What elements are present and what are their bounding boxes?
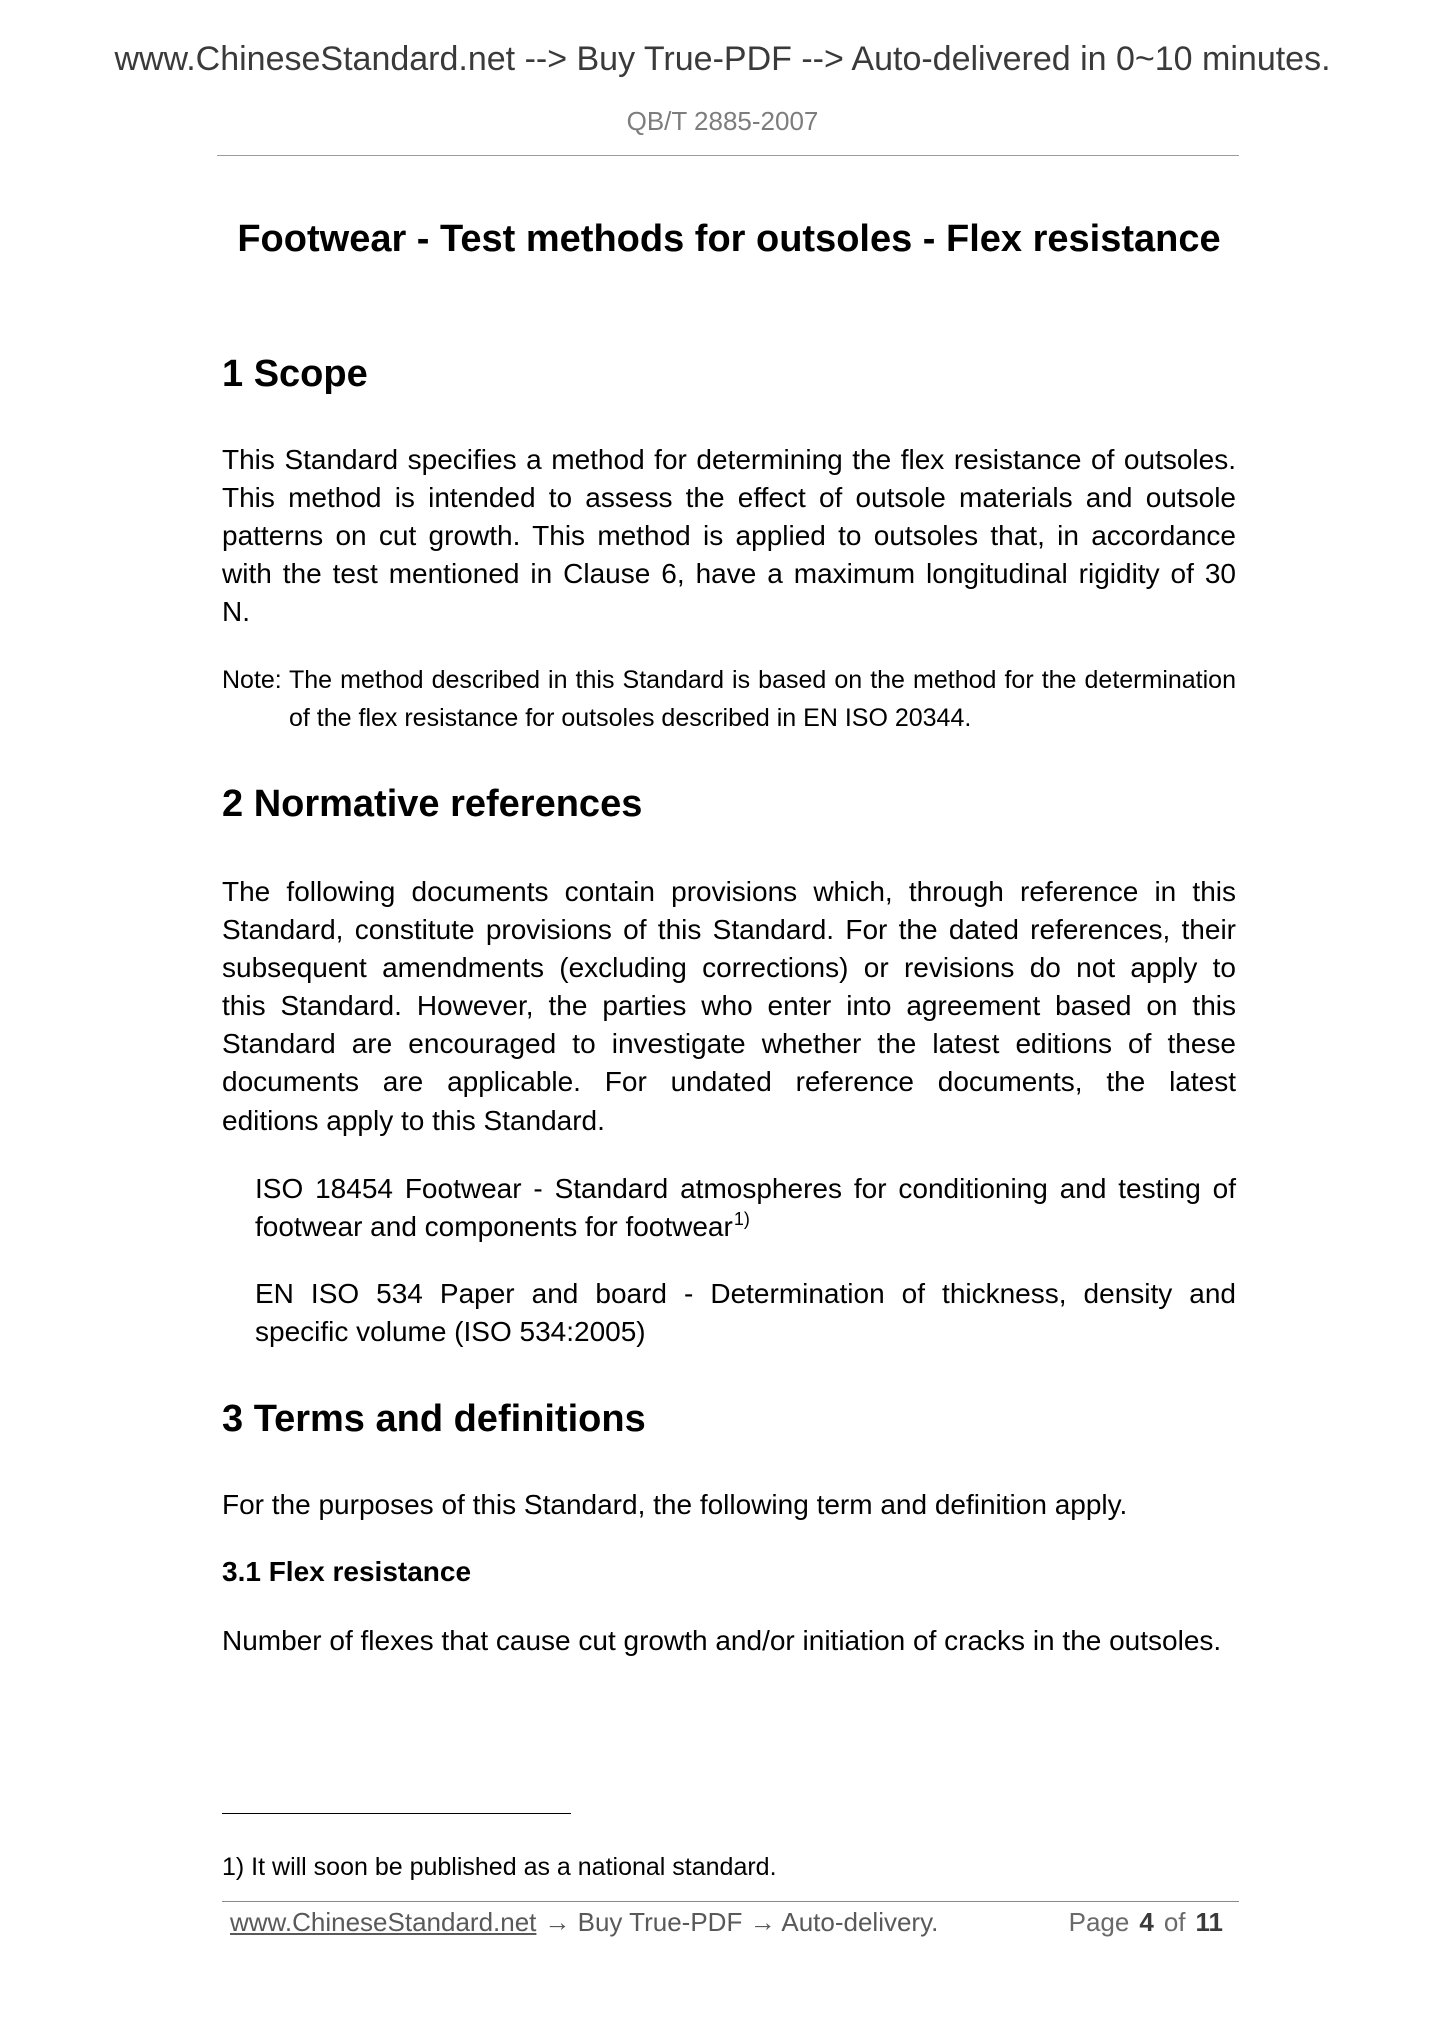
terms-intro-line: For the purposes of this Standard, the following term and definition apply. [222,1489,1128,1520]
scope-line: patterns on cut growth. This method is applied to outsoles that, in accordance [222,520,1236,552]
normative-line: subsequent amendments (excluding corrections) or revisions do not apply to [222,952,1236,984]
reference-line: specific volume (ISO 534:2005) [255,1316,646,1348]
page-label: Page [1068,1907,1130,1937]
standard-code: QB/T 2885-2007 [626,106,819,136]
section-heading-terms: 3 Terms and definitions [222,1398,646,1440]
section-heading-scope: 1 Scope [222,353,368,395]
reference-item-iso-18454 [255,1170,1236,1246]
page-indicator [1069,1907,1223,1937]
note-line: of the flex resistance for outsoles described in EN ISO 20344. [289,704,972,733]
scope-paragraph [222,441,1236,631]
scope-line: N. [222,596,250,628]
terms-intro [222,1486,1236,1524]
footer-promo [230,1907,938,1937]
footnote-reference-marker: 1) [733,1209,750,1230]
header-divider [217,155,1239,156]
definition-line: Number of flexes that cause cut growth and/or initiation of cracks in the outsoles. [222,1625,1222,1656]
footer-tagline: → Buy True-PDF → Auto-delivery. [544,1907,939,1937]
normative-line: Standard, constitute provisions of this Standard. For the dated references, their [222,914,1236,946]
document-title: Footwear - Test methods for outsoles - Flex resistance [237,218,1221,260]
scope-line: This Standard specifies a method for determining the flex resistance of outsoles. [222,444,1236,475]
reference-line-text: footwear and components for footwear [255,1211,733,1243]
page-total: 11 [1195,1907,1223,1937]
reference-item-en-iso-534 [255,1275,1236,1351]
note-body [289,661,1236,737]
footnote-text: 1) It will soon be published as a national standard. [222,1853,777,1881]
page-of-label: of [1163,1907,1186,1937]
header-banner: www.ChineseStandard.net --> Buy True-PDF --> Auto-delivered in 0~10 minutes. [114,40,1331,78]
note-label: Note: [222,666,282,694]
definition-paragraph [222,1622,1236,1660]
footer-divider [222,1901,1239,1902]
normative-line: this Standard. However, the parties who enter into agreement based on this [222,990,1236,1022]
normative-line: Standard are encouraged to investigate whether the latest editions of these [222,1028,1236,1060]
page-number: 4 [1139,1907,1154,1937]
scope-line: This method is intended to assess the effect of outsole materials and outsole [222,482,1236,514]
normative-paragraph [222,873,1236,1140]
reference-line [255,1208,1236,1246]
reference-line: ISO 18454 Footwear - Standard atmospheres for conditioning and testing of [255,1173,1236,1204]
normative-line: editions apply to this Standard. [222,1104,605,1136]
scope-note [222,661,1236,737]
footer-site-link[interactable]: www.ChineseStandard.net [230,1907,537,1937]
footnote-separator [222,1813,571,1814]
normative-line: documents are applicable. For undated reference documents, the latest [222,1066,1236,1098]
scope-line: with the test mentioned in Clause 6, have a maximum longitudinal rigidity of 30 [222,558,1236,590]
section-heading-normative-references: 2 Normative references [222,783,643,825]
normative-line: The following documents contain provisions which, through reference in this [222,876,1236,907]
subsection-heading-flex-resistance: 3.1 Flex resistance [222,1556,472,1587]
note-line: The method described in this Standard is based on the method for the determination [289,666,1236,694]
reference-line: EN ISO 534 Paper and board - Determination of thickness, density and [255,1278,1236,1309]
